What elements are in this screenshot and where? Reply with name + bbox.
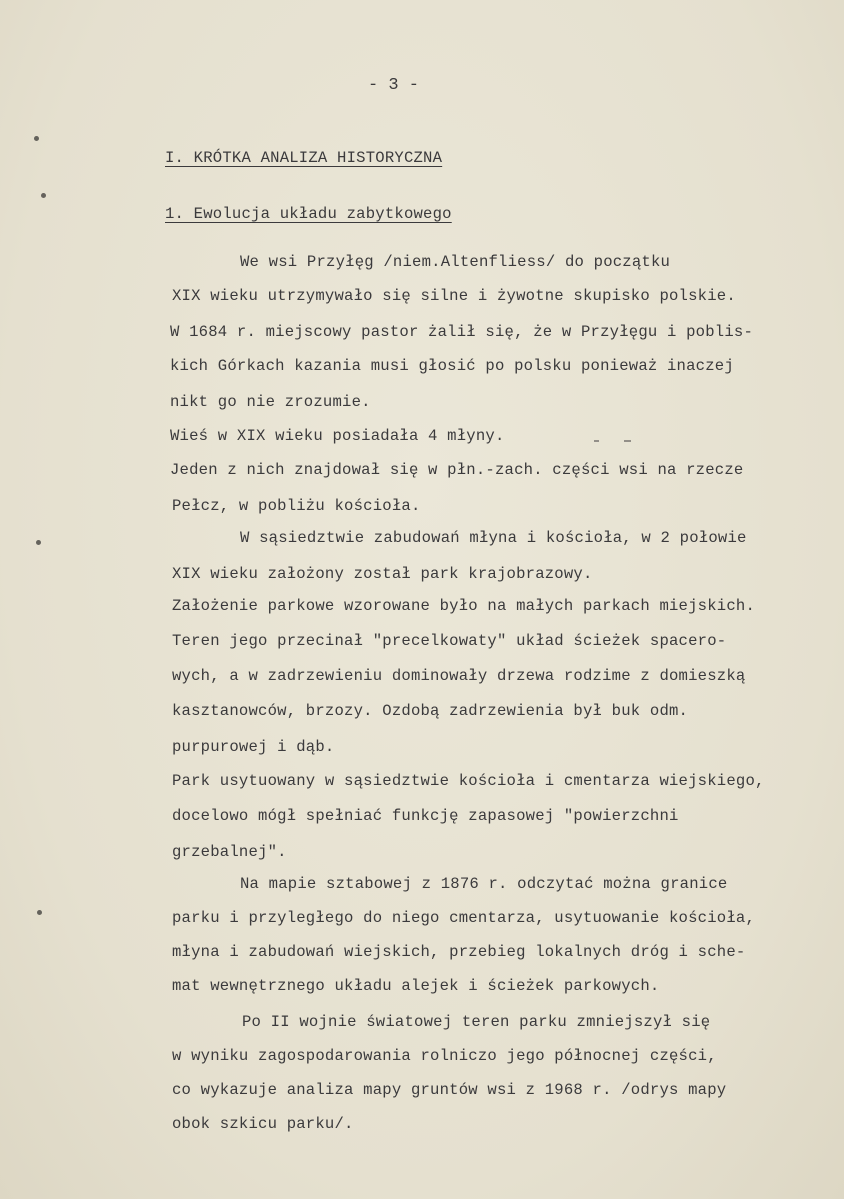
text-line: wych, a w zadrzewieniu dominowały drzewa rodzime z domieszką — [172, 667, 746, 685]
text-line: młyna i zabudowań wiejskich, przebieg lokalnych dróg i sche- — [172, 943, 746, 961]
punch-hole-upper — [41, 193, 46, 198]
page-number: - 3 - — [368, 76, 420, 95]
text-line: Pełcz, w pobliżu kościoła. — [172, 497, 421, 515]
punch-hole-middle — [36, 540, 41, 545]
text-line: W 1684 r. miejscowy pastor żalił się, że w Przyłęgu i poblis- — [170, 323, 754, 341]
text-line: nikt go nie zrozumie. — [170, 393, 371, 411]
text-line: obok szkicu parku/. — [172, 1115, 354, 1133]
text-line: Jeden z nich znajdował się w płn.-zach. części wsi na rzecze — [170, 461, 744, 479]
stray-mark — [624, 440, 631, 442]
text-line: We wsi Przyłęg /niem.Altenfliess/ do początku — [240, 253, 671, 271]
text-line: w wyniku zagospodarowania rolniczo jego północnej części, — [172, 1047, 717, 1065]
text-line: kich Górkach kazania musi głosić po polsku ponieważ inaczej — [170, 357, 734, 375]
text-line: parku i przyległego do niego cmentarza, usytuowanie kościoła, — [172, 909, 756, 927]
text-line: kasztanowców, brzozy. Ozdobą zadrzewienia był buk odm. — [172, 702, 689, 720]
punch-hole-top — [34, 136, 39, 141]
text-line: Na mapie sztabowej z 1876 r. odczytać można granice — [240, 875, 728, 893]
text-line: Po II wojnie światowej teren parku zmniejszył się — [242, 1013, 711, 1031]
text-line: W sąsiedztwie zabudowań młyna i kościoła, w 2 połowie — [240, 529, 747, 547]
text-line: docelowo mógł spełniać funkcję zapasowej "powierzchni — [172, 807, 679, 825]
text-line: XIX wieku utrzymywało się silne i żywotne skupisko polskie. — [172, 287, 736, 305]
text-line: Wieś w XIX wieku posiadała 4 młyny. — [170, 427, 505, 445]
text-line: mat wewnętrznego układu alejek i ścieżek parkowych. — [172, 977, 660, 995]
text-line: Teren jego przecinał "precelkowaty" układ ścieżek spacero- — [172, 632, 727, 650]
stray-mark — [594, 440, 599, 442]
text-line: Park usytuowany w sąsiedztwie kościoła i cmentarza wiejskiego, — [172, 772, 765, 790]
subsection-heading: 1. Ewolucja układu zabytkowego — [165, 205, 452, 223]
section-heading: I. KRÓTKA ANALIZA HISTORYCZNA — [165, 149, 443, 167]
text-line: XIX wieku założony został park krajobrazowy. — [172, 565, 593, 583]
text-line: purpurowej i dąb. — [172, 738, 335, 756]
text-line: Założenie parkowe wzorowane było na małych parkach miejskich. — [172, 597, 756, 615]
punch-hole-lower — [37, 910, 42, 915]
text-line: grzebalnej". — [172, 843, 287, 861]
text-line: co wykazuje analiza mapy gruntów wsi z 1968 r. /odrys mapy — [172, 1081, 727, 1099]
